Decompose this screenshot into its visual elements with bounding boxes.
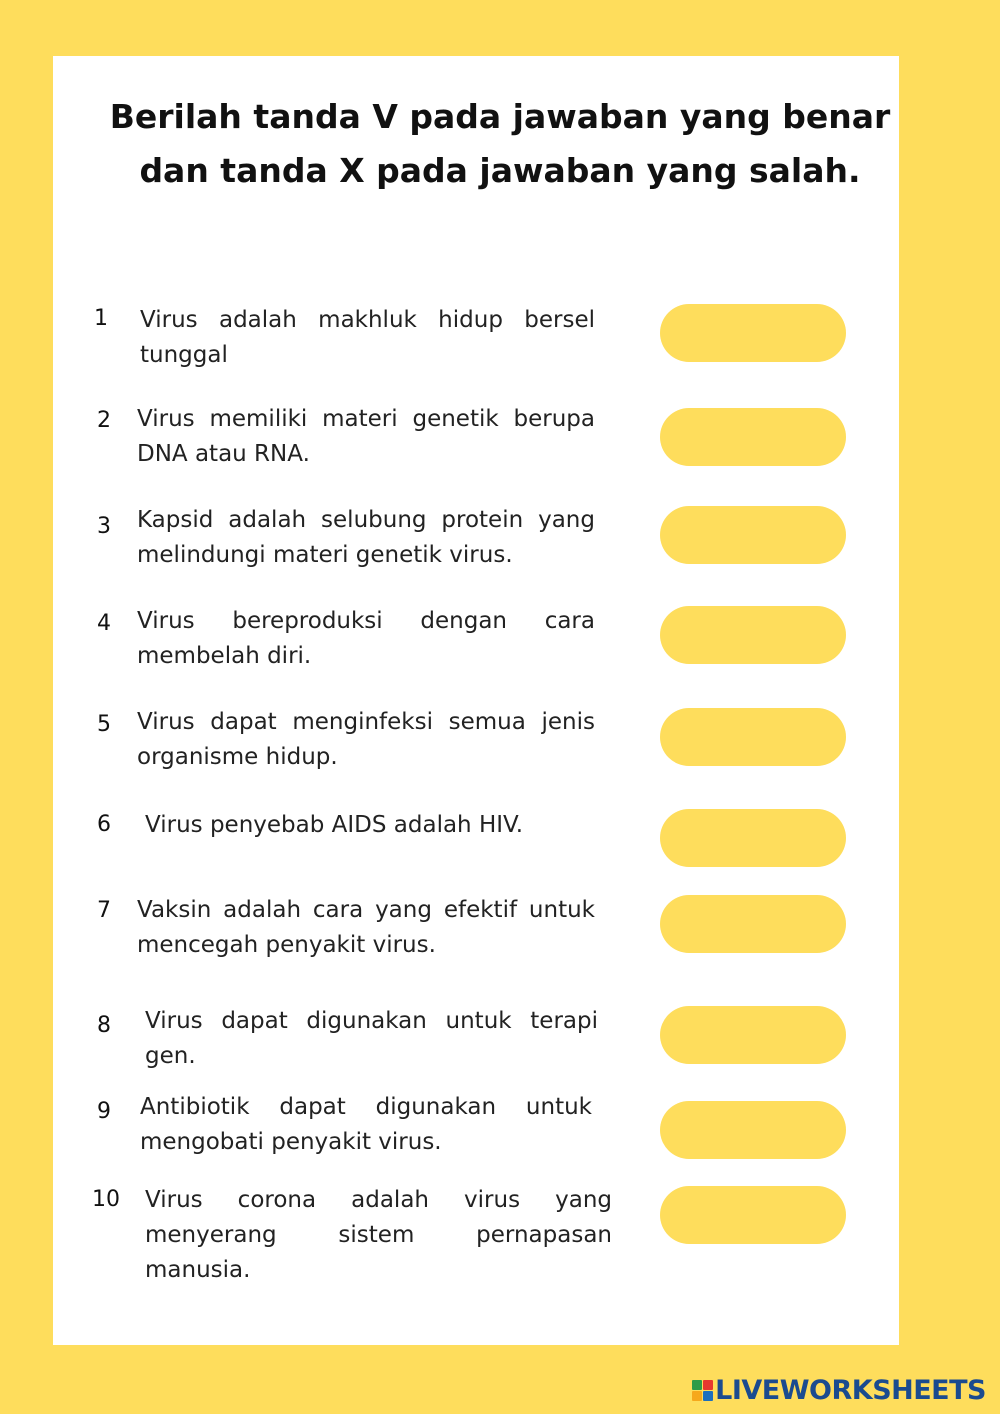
answer-box-2[interactable] [660, 408, 846, 466]
item-number: 6 [97, 812, 111, 837]
item-statement: Virus dapat digunakan untuk terapi gen. [145, 1008, 598, 1069]
item-number: 4 [97, 611, 111, 636]
answer-box-5[interactable] [660, 708, 846, 766]
answer-box-10[interactable] [660, 1186, 846, 1244]
item-number: 3 [97, 514, 111, 539]
item-statement: Virus penyebab AIDS adalah HIV. [145, 812, 524, 838]
answer-box-3[interactable] [660, 506, 846, 564]
answer-box-4[interactable] [660, 606, 846, 664]
item-number: 7 [97, 898, 111, 923]
instructions-title [0, 90, 1000, 198]
answer-box-7[interactable] [660, 895, 846, 953]
title-line-1: Berilah tanda V pada jawaban yang benar [109, 97, 891, 136]
answer-box-6[interactable] [660, 809, 846, 867]
liveworksheets-logo-icon [692, 1380, 713, 1401]
item-statement: Virus bereproduksi dengan cara membelah diri. [137, 608, 595, 669]
item-statement: Virus memiliki materi genetik berupa DNA atau RNA. [137, 406, 595, 467]
item-number: 10 [92, 1187, 120, 1212]
answer-box-8[interactable] [660, 1006, 846, 1064]
item-statement: Virus dapat menginfeksi semua jenis organisme hidup. [137, 709, 595, 770]
item-number: 5 [97, 712, 111, 737]
liveworksheets-brand[interactable] [692, 1375, 986, 1406]
answer-box-1[interactable] [660, 304, 846, 362]
item-number: 9 [97, 1099, 111, 1124]
answer-box-9[interactable] [660, 1101, 846, 1159]
item-number: 2 [97, 408, 111, 433]
title-line-2: dan tanda X pada jawaban yang salah. [139, 151, 861, 190]
item-number: 8 [97, 1013, 111, 1038]
item-statement: Kapsid adalah selubung protein yang melindungi materi genetik virus. [137, 507, 595, 568]
item-statement: Antibiotik dapat digunakan untuk mengobati penyakit virus. [140, 1094, 592, 1155]
brand-name: LIVEWORKSHEETS [715, 1375, 986, 1406]
item-statement: Virus corona adalah virus yang menyerang sistem pernapasan manusia. [145, 1187, 612, 1283]
item-statement: Virus adalah makhluk hidup bersel tunggal [140, 307, 595, 368]
item-statement: Vaksin adalah cara yang efektif untuk mencegah penyakit virus. [137, 897, 595, 958]
item-number: 1 [94, 306, 108, 331]
